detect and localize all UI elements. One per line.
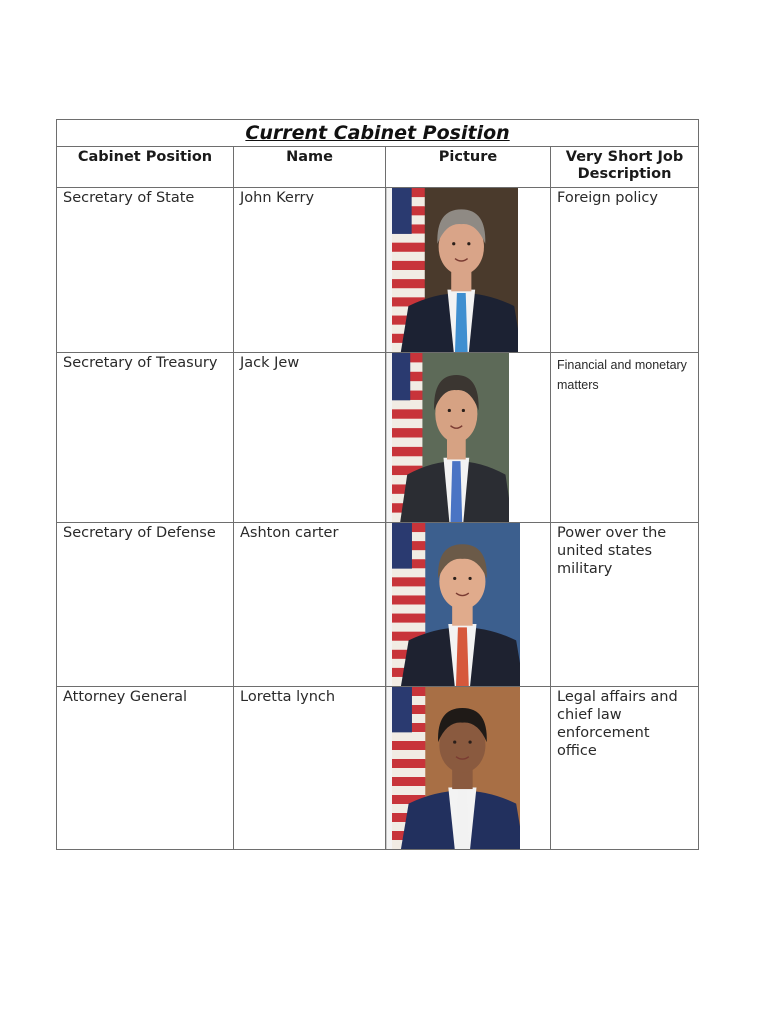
flag-stripe (392, 586, 425, 596)
eye-shape (467, 242, 470, 245)
flag-stripe (392, 732, 425, 742)
flag-stripe (392, 605, 425, 615)
tie-shape (456, 791, 469, 849)
name-cell (234, 188, 386, 353)
name-cell (234, 353, 386, 523)
eye-shape (468, 577, 471, 580)
name-text: Jack Jew (240, 355, 300, 371)
name-text: John Kerry (240, 190, 315, 206)
flag-canton (392, 188, 412, 234)
picture-cell (386, 188, 551, 353)
flag-stripe (392, 568, 425, 578)
header-name: Name (234, 147, 386, 188)
header-row (57, 147, 699, 188)
picture-cell (386, 353, 551, 523)
flag-stripe (392, 759, 425, 769)
flag-stripe (392, 595, 425, 605)
description-cell (551, 188, 699, 353)
flag-stripe (392, 409, 422, 419)
flag-stripe (392, 279, 425, 289)
flag-stripe (392, 750, 425, 760)
flag-canton (392, 353, 410, 400)
flag-canton (392, 523, 412, 569)
picture-cell (386, 523, 551, 687)
header-picture: Picture (386, 147, 551, 188)
flag-stripe (392, 288, 425, 298)
table-row (57, 687, 699, 850)
flag-stripe (392, 577, 425, 587)
eye-shape (468, 740, 471, 743)
position-cell (57, 188, 234, 353)
table-row (57, 188, 699, 353)
eye-shape (453, 577, 456, 580)
flag-stripe (392, 270, 425, 280)
description-text: Legal affairs and chief law enforcement office (557, 689, 678, 759)
flag-stripe (392, 419, 422, 429)
name-text: Loretta lynch (240, 689, 336, 705)
header-description: Very Short Job Description (551, 147, 699, 188)
eye-shape (453, 740, 456, 743)
description-cell (551, 353, 699, 523)
portrait-photo (392, 353, 509, 522)
description-text: Foreign policy (557, 190, 658, 206)
eye-shape (452, 242, 455, 245)
title-cell (57, 120, 699, 147)
flag-stripe (392, 768, 425, 778)
position-cell (57, 687, 234, 850)
position-cell (57, 523, 234, 687)
flag-stripe (392, 261, 425, 271)
flag-stripe (392, 428, 422, 438)
tie-shape (455, 293, 468, 352)
name-cell (234, 687, 386, 850)
eye-shape (462, 409, 465, 412)
position-text: Attorney General (63, 689, 188, 705)
flag-stripe (392, 447, 422, 457)
description-text: Financial and monetary matters (557, 358, 687, 392)
document-title: Current Cabinet Position (245, 122, 510, 144)
flag-stripe (392, 623, 425, 633)
flag-stripe (392, 234, 425, 244)
description-text: Power over the united states military (557, 525, 667, 577)
portrait-photo (392, 687, 520, 849)
flag-stripe (392, 786, 425, 796)
flag-stripe (392, 438, 422, 448)
tie-shape (456, 627, 469, 686)
description-cell (551, 523, 699, 687)
flag-stripe (392, 456, 422, 466)
portrait-photo (392, 523, 520, 686)
portrait-photo (392, 188, 518, 352)
flag-stripe (392, 614, 425, 624)
header-position: Cabinet Position (57, 147, 234, 188)
flag-stripe (392, 741, 425, 751)
title-row (57, 120, 699, 147)
cabinet-table (56, 119, 699, 850)
description-cell (551, 687, 699, 850)
name-text: Ashton carter (240, 525, 339, 541)
position-text: Secretary of State (63, 190, 195, 206)
eye-shape (448, 409, 451, 412)
flag-stripe (392, 243, 425, 253)
flag-stripe (392, 777, 425, 787)
table-row (57, 353, 699, 523)
table-row (57, 523, 699, 687)
picture-cell (386, 687, 551, 850)
position-cell (57, 353, 234, 523)
flag-stripe (392, 252, 425, 262)
position-text: Secretary of Treasury (63, 355, 218, 371)
flag-stripe (392, 400, 422, 410)
flag-canton (392, 687, 412, 732)
tie-shape (451, 461, 463, 522)
position-text: Secretary of Defense (63, 525, 216, 541)
name-cell (234, 523, 386, 687)
